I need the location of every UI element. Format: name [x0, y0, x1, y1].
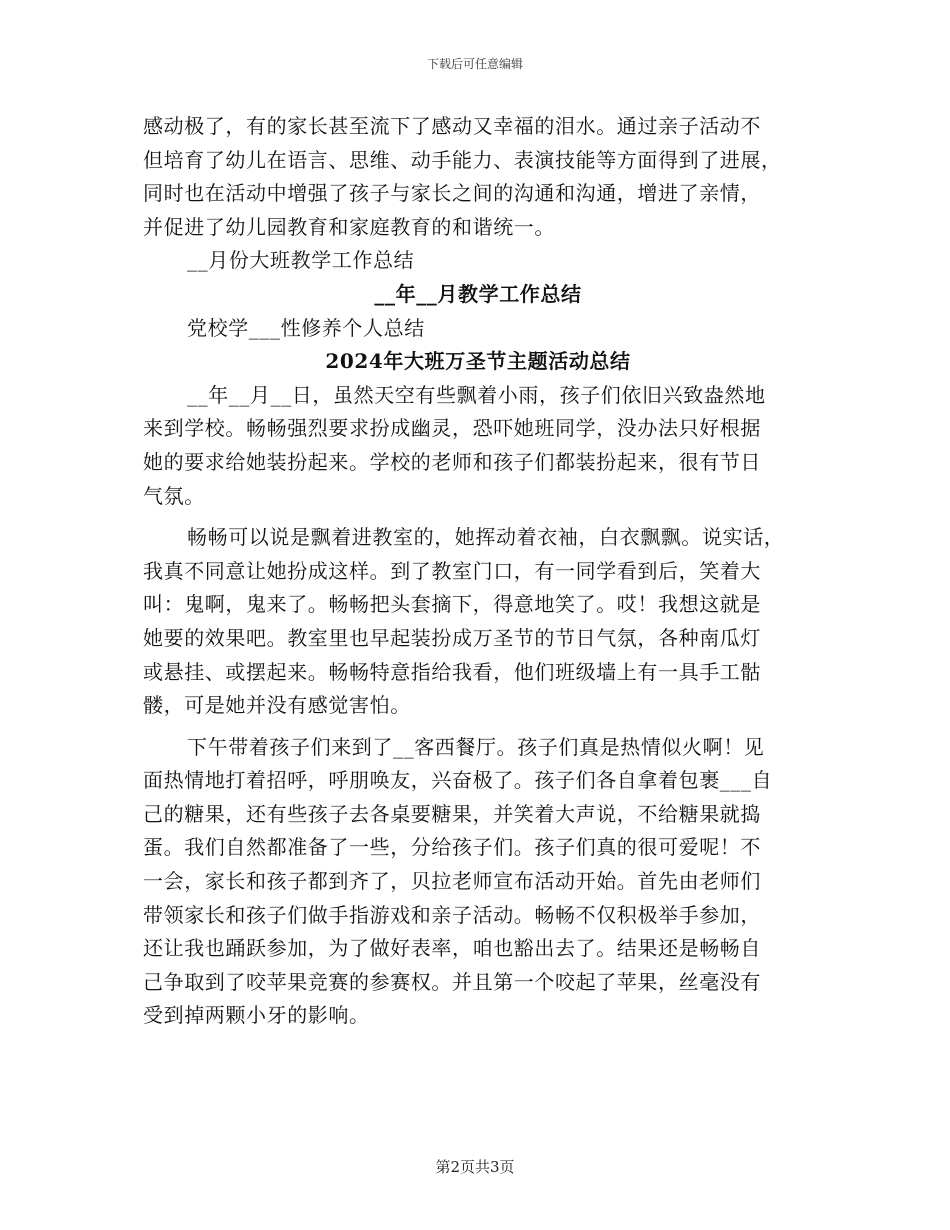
paragraph-line: 己争取到了咬苹果竞赛的参赛权。并且第一个咬起了苹果，丝毫没有	[143, 969, 761, 994]
paragraph-line: 一会，家长和孩子都到齐了，贝拉老师宣布活动开始。首先由老师们	[143, 869, 761, 894]
paragraph-line: 我真不同意让她扮成这样。到了教室门口，有一同学看到后，笑着大	[143, 558, 761, 583]
document-title: 2024年大班万圣节主题活动总结	[325, 349, 631, 374]
related-link-teaching-summary[interactable]: __年__月教学工作总结	[374, 281, 582, 306]
paragraph-line: __年__月__日，虽然天空有些飘着小雨，孩子们依旧兴致盎然地	[187, 382, 766, 407]
paragraph-line: 她要的效果吧。教室里也早起装扮成万圣节的节日气氛，各种南瓜灯	[143, 625, 761, 650]
page-number: 第2页共3页	[435, 1158, 515, 1176]
paragraph-line: 叫：鬼啊，鬼来了。畅畅把头套摘下，得意地笑了。哎！我想这就是	[143, 592, 761, 617]
related-link-party-school-summary[interactable]: 党校学___性修养个人总结	[187, 315, 425, 340]
paragraph-line: 蛋。我们自然都准备了一些，分给孩子们。孩子们真的很可爱呢！不	[143, 835, 761, 860]
paragraph-line: 感动极了，有的家长甚至流下了感动又幸福的泪水。通过亲子活动不	[143, 114, 761, 138]
paragraph-line: 气氛。	[143, 483, 205, 508]
document-body	[143, 110, 813, 1033]
paragraph-line: 带领家长和孩子们做手指游戏和亲子活动。畅畅不仅积极举手参加，	[143, 902, 761, 927]
paragraph-line: 髅，可是她并没有感觉害怕。	[143, 693, 411, 718]
paragraph-line: 受到掉两颗小牙的影响。	[143, 1003, 370, 1028]
related-link-monthly-summary[interactable]: __月份大班教学工作总结	[187, 248, 415, 273]
page-header-note: 下载后可任意编辑	[426, 57, 523, 71]
paragraph-line: 面热情地打着招呼，呼朋唤友，兴奋极了。孩子们各自拿着包裹___自	[143, 768, 773, 793]
paragraph-line: 并促进了幼儿园教育和家庭教育的和谐统一。	[143, 214, 555, 239]
paragraph-line: 但培育了幼儿在语言、思维、动手能力、表演技能等方面得到了进展，	[143, 147, 782, 172]
paragraph-line: 她的要求给她装扮起来。学校的老师和孩子们都装扮起来，很有节日	[143, 449, 761, 474]
paragraph-line: 同时也在活动中增强了孩子与家长之间的沟通和沟通，增进了亲情，	[143, 181, 761, 206]
paragraph-line: 来到学校。畅畅强烈要求扮成幽灵，恐吓她班同学，没办法只好根据	[143, 416, 761, 441]
paragraph-line: 或悬挂、或摆起来。畅畅特意指给我看，他们班级墙上有一具手工骷	[143, 659, 761, 684]
paragraph-line: 还让我也踊跃参加，为了做好表率，咱也豁出去了。结果还是畅畅自	[143, 936, 761, 961]
paragraph-line: 畅畅可以说是飘着进教室的，她挥动着衣袖，白衣飘飘。说实话，	[187, 525, 785, 550]
paragraph-line: 己的糖果，还有些孩子去各桌要糖果，并笑着大声说，不给糖果就捣	[143, 801, 761, 826]
paragraph-line: 下午带着孩子们来到了__客西餐厅。孩子们真是热情似火啊！见	[187, 734, 765, 759]
